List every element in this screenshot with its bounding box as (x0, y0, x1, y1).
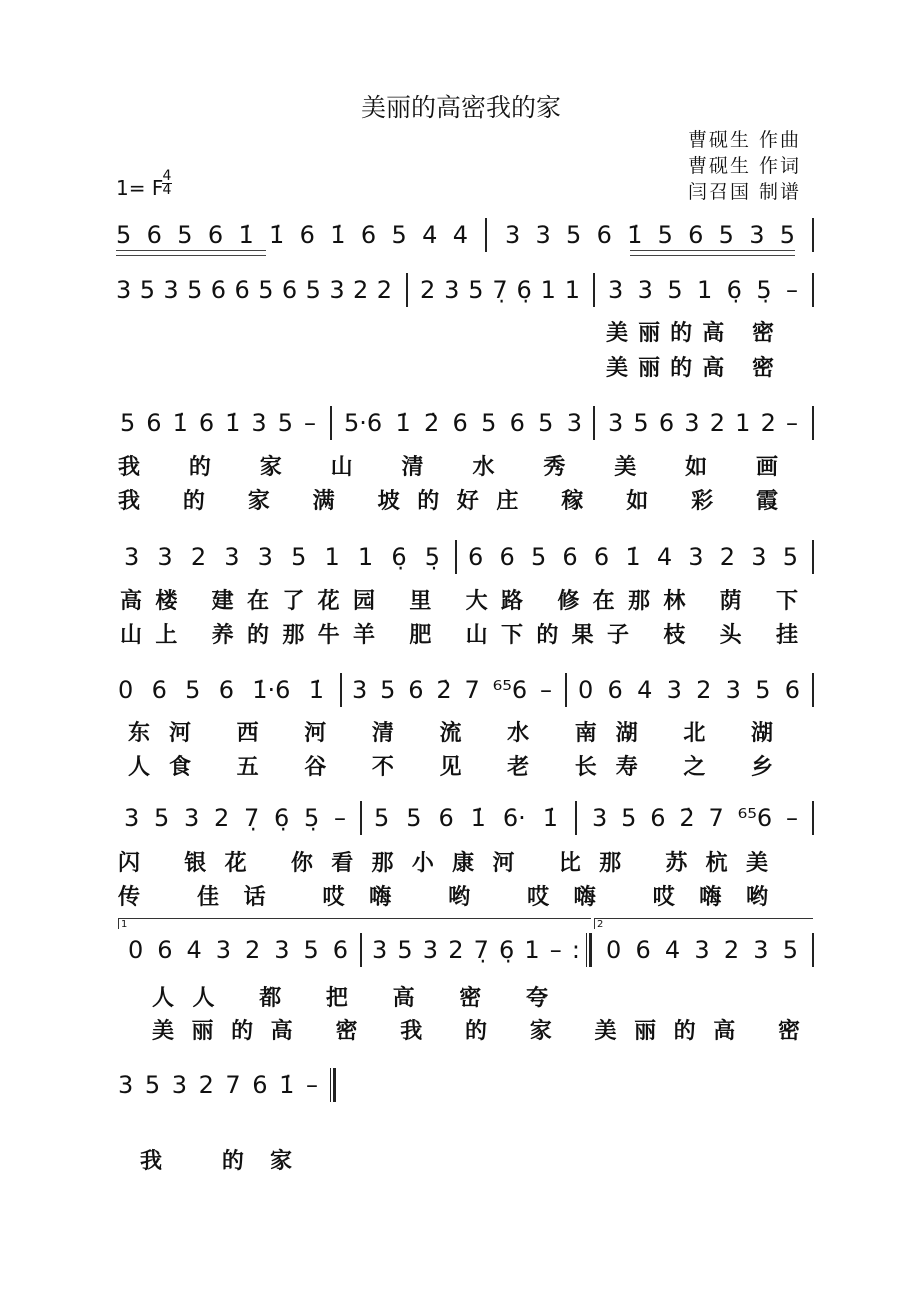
barline (593, 273, 595, 307)
measure: 2 3 5 7̣ 6̣ 1 1 (420, 276, 580, 304)
time-signature (162, 170, 172, 197)
final-barline (330, 1068, 336, 1102)
lyric-line-1: 我 的家 (140, 1148, 292, 1174)
lyric-line-2: 我 的 家 满 坡的好庄 稼 如 彩 霞 (118, 488, 778, 514)
measure: 5 5 6 1̇ 6· 1̇ (374, 804, 558, 832)
measure: 0 6 4 3 2 3 5 6 (578, 676, 800, 704)
barline (340, 673, 342, 707)
lyric-line-2: 美丽的高 密 (606, 355, 774, 381)
barline (593, 406, 595, 440)
repeat-barline (586, 933, 592, 967)
measure: 3 5 3 2 7 6 1̇ – (118, 1071, 318, 1099)
transcriber-credit: 闫召国 制谱 (688, 181, 802, 203)
measure: 0 6 4 3 2 3 5 (606, 936, 798, 964)
beam (630, 250, 795, 256)
lyric-line-2: 美丽的高 密 我 的 家 美丽的高 密 (152, 1018, 800, 1044)
measure: 5·6 1̇ 2̇ 6 5 6 5 3 (344, 409, 582, 437)
barline (455, 540, 457, 574)
measure: 3 5 3 2 7̣ 6̣ 1 – : (372, 936, 580, 964)
lyric-line-2: 人食 五 谷 不 见 老 长寿 之 乡 (128, 754, 773, 780)
lyric-line-2: 山上 养的那牛羊 肥 山下的果子 枝 头 挂 (120, 622, 798, 648)
barline (485, 218, 487, 252)
barline (812, 273, 814, 307)
barline (812, 218, 814, 252)
volta-1: 1 (118, 918, 591, 929)
barline (565, 673, 567, 707)
barline (812, 933, 814, 967)
beam (116, 250, 266, 256)
volta-2: 2 (594, 918, 813, 929)
measure: 3 5 6 2̇ 7 ⁶⁵6 – (352, 676, 552, 704)
measure: 3 5 6 2̇ 7 ⁶⁵6 – (592, 804, 798, 832)
barline (406, 273, 408, 307)
time-top: 4 (162, 168, 172, 184)
barline (812, 801, 814, 835)
measure: 3 5 6 3 2 1 2 – (608, 409, 798, 437)
lyric-line-1: 美丽的高 密 (606, 320, 774, 346)
barline (812, 540, 814, 574)
barline (360, 933, 362, 967)
lyric-line-2: 传 佳话 哎嗨 哟 哎嗨 哎嗨哟 (118, 884, 768, 910)
barline (360, 801, 362, 835)
time-bottom: 4 (162, 182, 172, 198)
measure: 3 3 5 6 1̇ 5 6 5 3 5 (505, 221, 795, 249)
lyric-line-1: 人人 都 把 高 密 夸 (152, 985, 548, 1011)
song-title: 美丽的高密我的家 (360, 93, 561, 122)
barline (812, 673, 814, 707)
key-signature: 1= F (116, 176, 164, 200)
measure: 3 5 3 2 7̣ 6̣ 5̣ – (124, 804, 346, 832)
barline (575, 801, 577, 835)
lyric-line-1: 高楼 建在了花园 里 大路 修在那林 荫 下 (120, 588, 798, 614)
barline (330, 406, 332, 440)
composer-credit: 曹砚生 作曲 (688, 129, 802, 151)
lyric-line-1: 东河 西 河 清 流 水 南湖 北 湖 (128, 720, 773, 746)
measure: 0 6 5 6 1̇·6 1̇ (118, 676, 324, 704)
measure: 0 6 4 3 2 3 5 6 (128, 936, 348, 964)
lyric-line-1: 闪 银花 你看那小康河 比那 苏杭美 (118, 850, 768, 876)
measure: 3 3 2 3 3 5 1 1 6̣ 5̣ (124, 543, 440, 571)
measure: 5 6 1̇ 6 1̇ 3 5 – (120, 409, 316, 437)
lyricist-credit: 曹砚生 作词 (688, 155, 802, 177)
barline (812, 406, 814, 440)
measure: 6 6 5 6 6 1̇ 4 3 2 3 5 (468, 543, 798, 571)
lyric-line-1: 我 的 家 山 清 水 秀 美 如 画 (118, 454, 778, 480)
measure: 3 3 5 1 6̣ 5̣ – (608, 276, 798, 304)
measure: 3 5 3 5 6 6 5 6 5 3 2 2 (116, 276, 392, 304)
measure: 5 6 5 6 1̇ 1̇ 6 1̇ 6 5 4 4 (116, 221, 468, 249)
